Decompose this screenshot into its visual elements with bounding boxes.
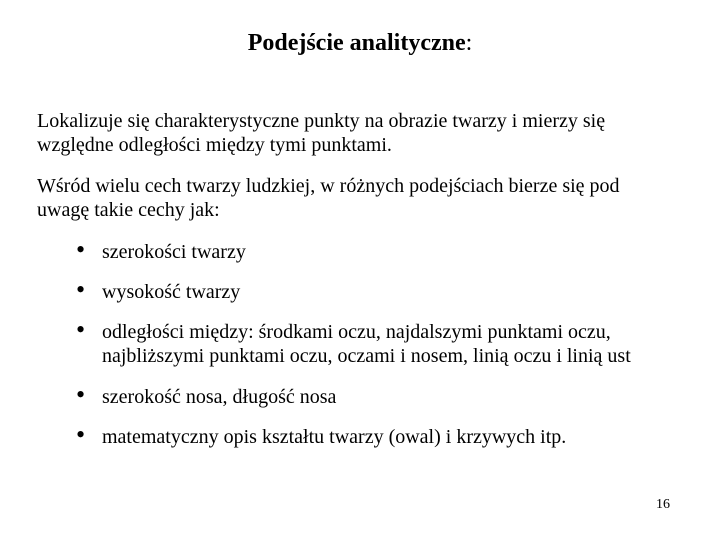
slide-title-text: Podejście analityczne [247,30,466,56]
intro-paragraph-line: Lokalizuje się charakterystyczne punkty na obrazie twarzy i mierzy się [37,110,606,132]
feature-text-line: szerokości twarzy [102,241,246,263]
features-intro-line: uwagę takie cechy jak: [37,199,220,221]
feature-text-line: szerokość nosa, długość nosa [102,386,337,408]
bullet-icon: • [76,315,86,344]
intro-paragraph-line: względne odległości między tymi punktami. [37,134,392,156]
features-intro-paragraph [37,174,687,222]
feature-text [102,425,702,449]
bullet-icon: • [76,235,86,264]
intro-paragraph [37,109,687,157]
feature-text [102,320,702,368]
feature-text [102,385,702,409]
bullet-icon: • [76,275,86,304]
feature-text-line: najbliższymi punktami oczu, oczami i nosem, linią oczu i linią ust [102,345,631,367]
feature-text-line: wysokość twarzy [102,281,241,303]
bullet-icon: • [76,420,86,449]
slide-title [0,30,720,57]
slide-title-colon: : [465,30,473,56]
feature-text [102,240,702,264]
bullet-icon: • [76,380,86,409]
feature-text-line: odległości między: środkami oczu, najdalszymi punktami oczu, [102,321,611,343]
feature-text-line: matematyczny opis kształtu twarzy (owal) i krzywych itp. [102,426,567,448]
features-intro-line: Wśród wielu cech twarzy ludzkiej, w różnych podejściach bierze się pod [37,175,620,197]
feature-text [102,280,702,304]
page-number: 16 [656,497,670,512]
